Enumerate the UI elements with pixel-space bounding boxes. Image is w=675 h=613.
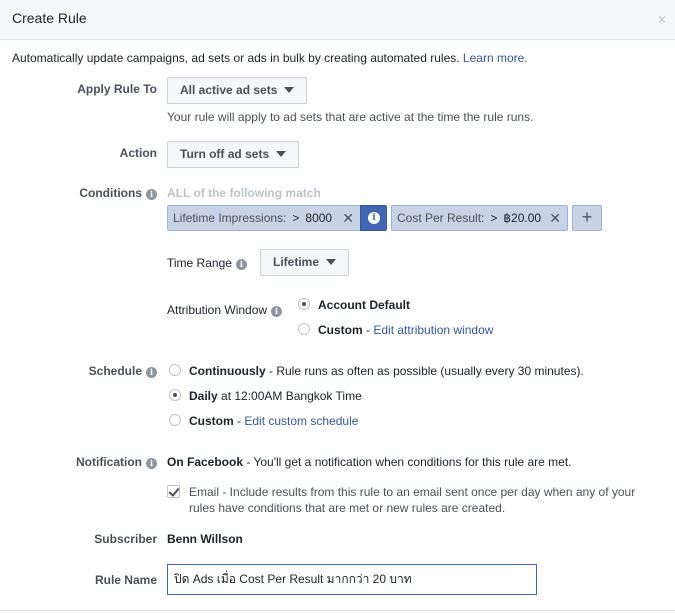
condition-metric: Lifetime Impressions: (173, 211, 287, 225)
caret-down-icon (276, 151, 286, 157)
info-icon[interactable]: i (236, 259, 247, 270)
attribution-custom-title: Custom (318, 323, 363, 337)
schedule-daily-desc: at 12:00AM Bangkok Time (217, 389, 362, 403)
subscriber-name-text: Benn Willson (167, 532, 243, 546)
time-range-dropdown[interactable] (260, 249, 349, 276)
action-dropdown[interactable] (167, 141, 299, 168)
dialog-header (0, 0, 675, 40)
attribution-label-text: Attribution Window (167, 303, 268, 317)
attribution-custom-option[interactable] (318, 323, 493, 337)
attribution-label (167, 303, 282, 317)
condition-metric: Cost Per Result: (397, 211, 485, 225)
schedule-continuously-title: Continuously (189, 364, 266, 378)
edit-custom-schedule-link[interactable]: Edit custom schedule (244, 414, 359, 428)
info-icon: i (368, 212, 380, 224)
apply-rule-label: Apply Rule To (77, 82, 157, 96)
schedule-label-text: Schedule (88, 364, 142, 378)
notification-facebook (167, 455, 572, 469)
attribution-custom-radio[interactable] (298, 323, 310, 335)
condition-value: ฿20.00 (503, 211, 542, 225)
info-icon[interactable]: i (271, 306, 282, 317)
time-range-value: Lifetime (273, 255, 320, 269)
subscriber-label: Subscriber (94, 532, 157, 546)
apply-rule-value: All active ad sets (180, 83, 278, 97)
attribution-default-radio[interactable] (298, 298, 310, 310)
conditions-label (12, 186, 157, 200)
attribution-default-option[interactable] (318, 298, 410, 312)
conditions-label-text: Conditions (79, 186, 142, 200)
notification-facebook-desc: - You'll get a notification when conditions for this rule are met. (243, 455, 572, 469)
subscriber-name (167, 532, 243, 546)
remove-condition-icon[interactable]: ✕ (549, 210, 561, 226)
time-range-label (167, 256, 247, 270)
intro-text (12, 51, 528, 65)
notification-label-text: Notification (76, 455, 142, 469)
time-range-label-text: Time Range (167, 256, 232, 270)
action-label: Action (119, 146, 157, 160)
learn-more-link[interactable]: Learn more. (462, 51, 528, 65)
apply-rule-helper: Your rule will apply to ad sets that are active at the time the rule runs. (167, 110, 534, 124)
condition-operator: > (292, 211, 300, 225)
schedule-custom-option[interactable] (189, 414, 358, 428)
attribution-custom-separator: - (362, 323, 374, 337)
condition-operator: > (490, 211, 498, 225)
email-option[interactable] (189, 484, 635, 516)
rule-name-input[interactable] (167, 564, 537, 595)
condition-chip-impressions[interactable] (167, 205, 361, 231)
schedule-daily-option[interactable] (189, 389, 362, 403)
condition-info-button[interactable] (360, 205, 387, 231)
condition-chip-cost-per-result[interactable] (391, 205, 568, 231)
info-icon[interactable]: i (146, 458, 157, 469)
action-value: Turn off ad sets (180, 147, 270, 161)
condition-value: 8000 (305, 211, 333, 225)
conditions-match-text: ALL of the following match (167, 186, 321, 200)
attribution-default-title: Account Default (318, 298, 411, 312)
notification-label (12, 455, 157, 469)
schedule-custom-separator: - (233, 414, 245, 428)
dialog-title: Create Rule (12, 10, 87, 26)
close-icon[interactable]: × (657, 11, 666, 27)
schedule-continuously-option[interactable] (189, 364, 584, 378)
apply-rule-dropdown[interactable] (167, 77, 307, 104)
schedule-custom-radio[interactable] (169, 414, 181, 426)
remove-condition-icon[interactable]: ✕ (342, 210, 354, 226)
notification-facebook-title: On Facebook (167, 455, 244, 469)
email-label: Email (189, 485, 220, 499)
schedule-daily-radio[interactable] (169, 389, 181, 401)
email-desc-line2: rules have conditions that are met or new rules are created. (189, 501, 506, 515)
email-checkbox[interactable] (167, 485, 180, 498)
footer-divider (0, 610, 675, 611)
intro-description: Automatically update campaigns, ad sets or ads in bulk by creating automated rules. (12, 51, 463, 65)
schedule-daily-title: Daily (189, 389, 218, 403)
caret-down-icon (284, 87, 294, 93)
add-condition-button[interactable]: + (572, 205, 602, 231)
edit-attribution-link[interactable]: Edit attribution window (373, 323, 494, 337)
schedule-label (12, 364, 157, 378)
schedule-continuously-radio[interactable] (169, 364, 181, 376)
schedule-custom-title: Custom (189, 414, 234, 428)
caret-down-icon (326, 259, 336, 265)
rule-name-label: Rule Name (94, 573, 157, 587)
info-icon[interactable]: i (146, 189, 157, 200)
schedule-continuously-desc: - Rule runs as often as possible (usually every 30 minutes). (265, 364, 584, 378)
info-icon[interactable]: i (146, 367, 157, 378)
email-desc-line1: - Include results from this rule to an email sent once per day when any of your (219, 485, 636, 499)
